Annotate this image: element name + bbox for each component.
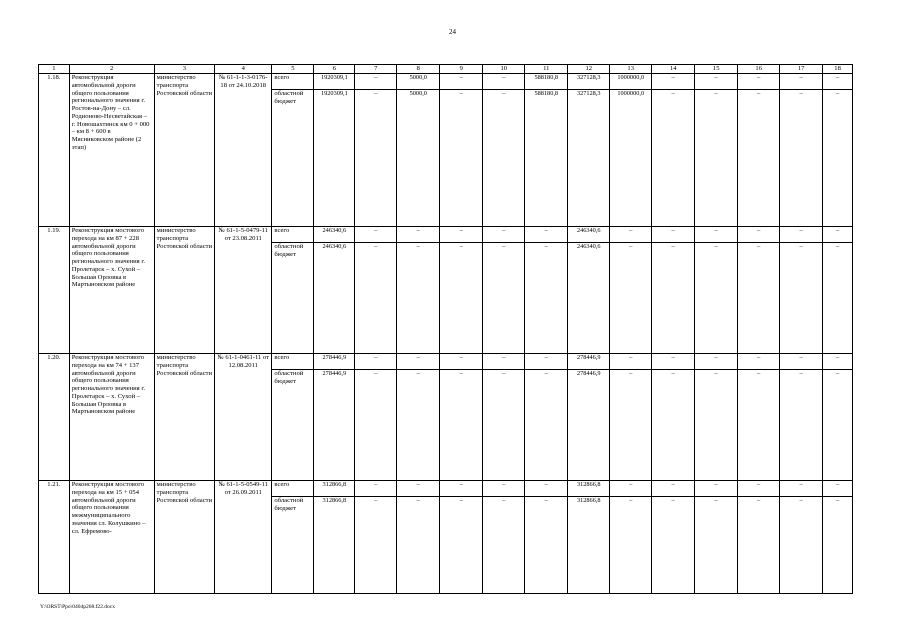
value-cell: 278446,9 — [314, 354, 355, 370]
value-cell: 312866,8 — [568, 497, 610, 594]
value-cell: – — [652, 227, 695, 243]
value-cell: – — [483, 481, 525, 497]
value-cell: – — [355, 370, 397, 481]
value-cell: – — [525, 354, 568, 370]
footer-file-path: Y:\ORST\Ppo\0404p268.f22.docx — [40, 604, 115, 610]
value-cell: – — [738, 481, 780, 497]
value-cell: – — [397, 243, 440, 354]
value-cell: – — [823, 90, 853, 227]
value-cell: – — [738, 497, 780, 594]
value-cell: 588180,8 — [525, 90, 568, 227]
value-cell: – — [397, 481, 440, 497]
document-reference: № 61-1-0461-11 от 12.08.2011 — [215, 354, 272, 481]
value-cell: 5000,0 — [397, 90, 440, 227]
funding-source: областной бюджет — [272, 497, 314, 594]
value-cell: – — [355, 497, 397, 594]
value-cell: – — [823, 227, 853, 243]
value-cell: – — [397, 497, 440, 594]
responsible-org: министерство транспорта Ростовской области — [154, 481, 214, 594]
project-name: Реконструкция мостового перехода на км 15 + 054 автомобильной дороги общего пользования межмуниципального значения сл. Колушкино – сл. Ефремово- — [69, 481, 154, 594]
value-cell: – — [610, 243, 652, 354]
value-cell: – — [652, 90, 695, 227]
column-header: 10 — [483, 65, 525, 74]
value-cell: – — [355, 227, 397, 243]
value-cell: – — [780, 497, 823, 594]
value-cell: – — [780, 227, 823, 243]
value-cell: – — [525, 370, 568, 481]
document-reference: № 61-1-5-0479-11 от 23.08.2011 — [215, 227, 272, 354]
column-header: 8 — [397, 65, 440, 74]
value-cell: 246340,6 — [568, 243, 610, 354]
table-row — [39, 354, 853, 370]
value-cell: 312866,8 — [314, 497, 355, 594]
row-number: 1.19. — [39, 227, 70, 354]
value-cell: – — [440, 90, 483, 227]
project-name: Реконструкция мостового перехода на км 74 + 137 автомобильной дороги общего пользования регионального значения г. Пролетарск – х. Сухой – Большая Орловка в Мартыновском районе — [69, 354, 154, 481]
column-header: 17 — [780, 65, 823, 74]
value-cell: – — [695, 243, 738, 354]
value-cell: – — [738, 243, 780, 354]
value-cell: – — [610, 227, 652, 243]
value-cell: – — [823, 370, 853, 481]
value-cell: – — [823, 74, 853, 90]
value-cell: – — [652, 243, 695, 354]
value-cell: – — [652, 497, 695, 594]
value-cell: – — [780, 370, 823, 481]
funding-source: областной бюджет — [272, 243, 314, 354]
value-cell: 278446,9 — [568, 354, 610, 370]
value-cell: 246340,6 — [568, 227, 610, 243]
value-cell: – — [525, 243, 568, 354]
column-header: 2 — [69, 65, 154, 74]
column-header: 7 — [355, 65, 397, 74]
value-cell: 246340,6 — [314, 243, 355, 354]
value-cell: – — [440, 497, 483, 594]
column-header: 15 — [695, 65, 738, 74]
value-cell: – — [483, 227, 525, 243]
value-cell: – — [738, 370, 780, 481]
value-cell: – — [695, 497, 738, 594]
column-header: 4 — [215, 65, 272, 74]
value-cell: – — [780, 243, 823, 354]
value-cell: – — [525, 227, 568, 243]
value-cell: – — [610, 370, 652, 481]
value-cell: – — [695, 481, 738, 497]
value-cell: – — [695, 370, 738, 481]
table-row — [39, 74, 853, 90]
value-cell: – — [440, 481, 483, 497]
value-cell: – — [695, 74, 738, 90]
column-header: 13 — [610, 65, 652, 74]
value-cell: – — [440, 243, 483, 354]
value-cell: 1920309,1 — [314, 74, 355, 90]
value-cell: – — [823, 354, 853, 370]
value-cell: – — [483, 370, 525, 481]
value-cell: – — [610, 354, 652, 370]
value-cell: – — [738, 74, 780, 90]
value-cell: – — [483, 74, 525, 90]
value-cell: – — [695, 90, 738, 227]
row-number: 1.21. — [39, 481, 70, 594]
value-cell: – — [610, 497, 652, 594]
row-number: 1.18. — [39, 74, 70, 227]
value-cell: – — [738, 354, 780, 370]
document-reference: № 61-1-1-3-0176-18 от 24.10.2018 — [215, 74, 272, 227]
header-row — [39, 65, 853, 74]
project-name: Реконструкция автомобильной дороги общего пользования регионального значения г. Ростов-на-Дону – сл. Родионово-Несветайская – г. Новошахтинск км 0 + 000 – км 8 + 600 в Мясниковском районе (2 этап) — [69, 74, 154, 227]
value-cell: – — [823, 497, 853, 594]
value-cell: – — [397, 354, 440, 370]
value-cell: – — [355, 354, 397, 370]
value-cell: – — [355, 481, 397, 497]
value-cell: – — [652, 354, 695, 370]
value-cell: – — [780, 90, 823, 227]
funding-source: всего — [272, 481, 314, 497]
budget-table — [38, 64, 853, 594]
value-cell: – — [483, 90, 525, 227]
value-cell: – — [652, 481, 695, 497]
value-cell: – — [780, 74, 823, 90]
table-row — [39, 227, 853, 243]
value-cell: – — [483, 497, 525, 594]
value-cell: – — [823, 481, 853, 497]
funding-source: всего — [272, 74, 314, 90]
funding-source: всего — [272, 227, 314, 243]
value-cell: 1920309,1 — [314, 90, 355, 227]
value-cell: 312866,8 — [568, 481, 610, 497]
value-cell: – — [355, 74, 397, 90]
value-cell: 327128,3 — [568, 74, 610, 90]
value-cell: 312866,8 — [314, 481, 355, 497]
responsible-org: министерство транспорта Ростовской области — [154, 74, 214, 227]
document-reference: № 61-1-5-0549-11 от 26.09.2011 — [215, 481, 272, 594]
column-header: 1 — [39, 65, 70, 74]
value-cell: – — [738, 90, 780, 227]
value-cell: – — [823, 243, 853, 354]
value-cell: 278446,9 — [568, 370, 610, 481]
value-cell: – — [397, 370, 440, 481]
value-cell: – — [440, 74, 483, 90]
value-cell: – — [652, 74, 695, 90]
value-cell: – — [780, 481, 823, 497]
column-header: 16 — [738, 65, 780, 74]
column-header: 6 — [314, 65, 355, 74]
value-cell: – — [610, 481, 652, 497]
value-cell: 1000000,0 — [610, 74, 652, 90]
value-cell: 278446,9 — [314, 370, 355, 481]
column-header: 5 — [272, 65, 314, 74]
page-number: 24 — [449, 28, 456, 36]
value-cell: – — [440, 354, 483, 370]
column-header: 3 — [154, 65, 214, 74]
column-header: 11 — [525, 65, 568, 74]
table-row — [39, 481, 853, 497]
value-cell: – — [483, 243, 525, 354]
value-cell: 588180,8 — [525, 74, 568, 90]
value-cell: – — [355, 90, 397, 227]
responsible-org: министерство транспорта Ростовской области — [154, 227, 214, 354]
funding-source: всего — [272, 354, 314, 370]
value-cell: 327128,3 — [568, 90, 610, 227]
value-cell: – — [397, 227, 440, 243]
value-cell: – — [695, 354, 738, 370]
value-cell: – — [652, 370, 695, 481]
value-cell: 5000,0 — [397, 74, 440, 90]
column-header: 12 — [568, 65, 610, 74]
column-header: 14 — [652, 65, 695, 74]
column-header: 18 — [823, 65, 853, 74]
value-cell: – — [440, 227, 483, 243]
value-cell: – — [695, 227, 738, 243]
value-cell: – — [525, 497, 568, 594]
value-cell: 246340,6 — [314, 227, 355, 243]
value-cell: – — [780, 354, 823, 370]
project-name: Реконструкция мостового перехода на км 87 + 228 автомобильной дороги общего пользования регионального значения г. Пролетарск – х. Сухой – Большая Орловка в Мартыновском районе — [69, 227, 154, 354]
row-number: 1.20. — [39, 354, 70, 481]
value-cell: – — [483, 354, 525, 370]
responsible-org: министерство транспорта Ростовской области — [154, 354, 214, 481]
value-cell: 1000000,0 — [610, 90, 652, 227]
value-cell: – — [525, 481, 568, 497]
funding-source: областной бюджет — [272, 370, 314, 481]
value-cell: – — [440, 370, 483, 481]
column-header: 9 — [440, 65, 483, 74]
value-cell: – — [738, 227, 780, 243]
value-cell: – — [355, 243, 397, 354]
funding-source: областной бюджет — [272, 90, 314, 227]
